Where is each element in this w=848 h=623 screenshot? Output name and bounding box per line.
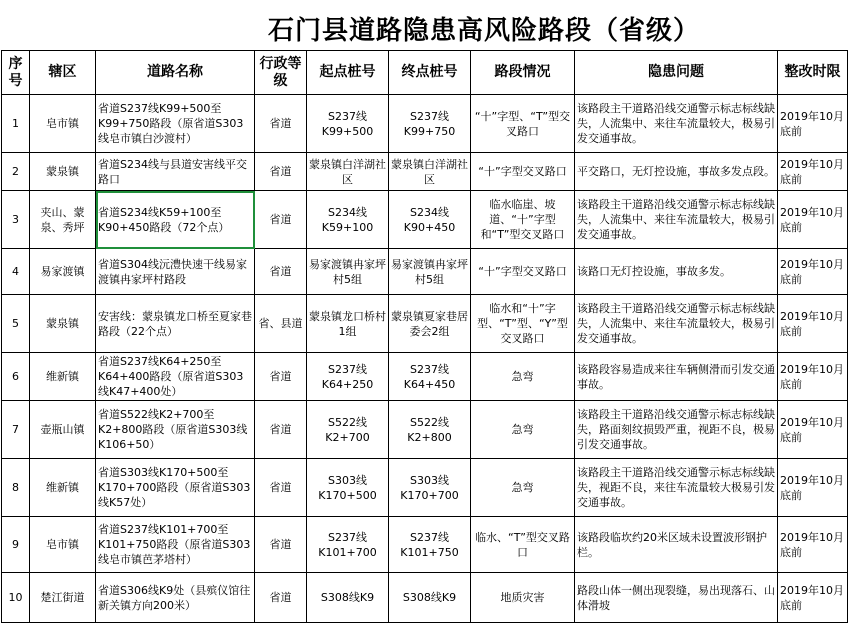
cell-district[interactable]: 皂市镇 [30, 517, 96, 573]
header-situation[interactable]: 路段情况 [471, 51, 575, 95]
cell-problem[interactable]: 该路段主干道路沿线交通警示标志标线缺失，视距不良，来往车流量较大极易引发交通事故。 [575, 459, 778, 517]
header-row [2, 51, 848, 95]
cell-problem[interactable]: 该路口无灯控设施，事故多发。 [575, 249, 778, 295]
table-row [2, 401, 848, 459]
cell-district[interactable]: 夹山、蒙泉、秀坪 [30, 191, 96, 249]
cell-start[interactable]: S234线K59+100 [307, 191, 389, 249]
cell-situation[interactable]: 急弯 [471, 459, 575, 517]
cell-road[interactable]: 省道S304线沅澧快速干线易家渡镇冉家坪村路段 [96, 249, 255, 295]
cell-start[interactable]: 蒙泉镇白洋湖社区 [307, 153, 389, 191]
table-row [2, 249, 848, 295]
cell-level[interactable]: 省道 [255, 517, 307, 573]
cell-no[interactable]: 10 [2, 573, 30, 623]
cell-district[interactable]: 维新镇 [30, 353, 96, 401]
table-row [2, 95, 848, 153]
cell-start[interactable]: S237线K99+500 [307, 95, 389, 153]
table-row [2, 459, 848, 517]
cell-deadline[interactable]: 2019年10月底前 [778, 353, 848, 401]
cell-end[interactable]: S234线K90+450 [389, 191, 471, 249]
cell-end[interactable]: S237线K101+750 [389, 517, 471, 573]
cell-level[interactable]: 省道 [255, 95, 307, 153]
cell-road[interactable]: 省道S234线与县道安害线平交路口 [96, 153, 255, 191]
cell-situation[interactable]: “十”字型、“T”型交叉路口 [471, 95, 575, 153]
cell-district[interactable]: 蒙泉镇 [30, 153, 96, 191]
cell-district[interactable]: 蒙泉镇 [30, 295, 96, 353]
header-deadline[interactable]: 整改时限 [778, 51, 848, 95]
cell-district[interactable]: 皂市镇 [30, 95, 96, 153]
table-row [2, 295, 848, 353]
cell-deadline[interactable]: 2019年10月底前 [778, 573, 848, 623]
cell-level[interactable]: 省道 [255, 153, 307, 191]
cell-end[interactable]: S237线K64+450 [389, 353, 471, 401]
cell-problem[interactable]: 路段山体一侧出现裂缝，易出现落石、山体滑坡 [575, 573, 778, 623]
cell-situation[interactable]: 临水和“十”字型、“T”型、“Y”型交叉路口 [471, 295, 575, 353]
cell-level[interactable]: 省、县道 [255, 295, 307, 353]
header-road[interactable]: 道路名称 [96, 51, 255, 95]
cell-road[interactable]: 省道S522线K2+700至K2+800路段（原省道S303线K106+50） [96, 401, 255, 459]
cell-problem[interactable]: 该路段主干道路沿线交通警示标志标线缺失，人流集中、来往车流量较大，极易引发交通事故。 [575, 95, 778, 153]
cell-district[interactable]: 楚江街道 [30, 573, 96, 623]
cell-end[interactable]: 易家渡镇冉家坪村5组 [389, 249, 471, 295]
table-row [2, 517, 848, 573]
cell-no[interactable]: 3 [2, 191, 30, 249]
cell-road[interactable]: 省道S237线K64+250至K64+400路段（原省道S303线K47+400处） [96, 353, 255, 401]
header-level[interactable]: 行政等级 [255, 51, 307, 95]
header-end[interactable]: 终点桩号 [389, 51, 471, 95]
cell-level[interactable]: 省道 [255, 401, 307, 459]
cell-road[interactable]: 省道S303线K170+500至K170+700路段（原省道S303线K57处） [96, 459, 255, 517]
cell-end[interactable]: S522线K2+800 [389, 401, 471, 459]
cell-district[interactable]: 壶瓶山镇 [30, 401, 96, 459]
cell-no[interactable]: 9 [2, 517, 30, 573]
title-bar [0, 0, 848, 50]
cell-level[interactable]: 省道 [255, 191, 307, 249]
cell-end[interactable]: S308线K9 [389, 573, 471, 623]
cell-level[interactable]: 省道 [255, 459, 307, 517]
cell-no[interactable]: 4 [2, 249, 30, 295]
cell-deadline[interactable]: 2019年10月底前 [778, 153, 848, 191]
cell-level[interactable]: 省道 [255, 249, 307, 295]
cell-deadline[interactable]: 2019年10月底前 [778, 517, 848, 573]
cell-start[interactable]: S303线K170+500 [307, 459, 389, 517]
cell-problem[interactable]: 该路段主干道路沿线交通警示标志标线缺失，人流集中、来往车流量较大，极易引发交通事故。 [575, 295, 778, 353]
cell-start[interactable]: S237线K101+700 [307, 517, 389, 573]
cell-road[interactable]: 省道S237线K99+500至K99+750路段（原省道S303线皂市镇白沙渡村） [96, 95, 255, 153]
cell-deadline[interactable]: 2019年10月底前 [778, 95, 848, 153]
cell-deadline[interactable]: 2019年10月底前 [778, 249, 848, 295]
cell-end[interactable]: S237线K99+750 [389, 95, 471, 153]
cell-problem[interactable]: 该路段容易造成来往车辆侧滑而引发交通事故。 [575, 353, 778, 401]
cell-problem[interactable]: 该路段临坎约20米区域未设置波形钢护栏。 [575, 517, 778, 573]
header-problem[interactable]: 隐患问题 [575, 51, 778, 95]
cell-situation[interactable]: “十”字型交叉路口 [471, 249, 575, 295]
table-row [2, 153, 848, 191]
cell-situation[interactable]: “十”字型交叉路口 [471, 153, 575, 191]
cell-level[interactable]: 省道 [255, 353, 307, 401]
cell-end[interactable]: 蒙泉镇白洋湖社区 [389, 153, 471, 191]
cell-start[interactable]: 易家渡镇冉家坪村5组 [307, 249, 389, 295]
cell-road[interactable]: 省道S237线K101+700至K101+750路段（原省道S303线皂市镇芭茅塔村） [96, 517, 255, 573]
cell-start[interactable]: S522线K2+700 [307, 401, 389, 459]
cell-problem[interactable]: 该路段主干道路沿线交通警示标志标线缺失，路面刻纹损毁严重，视距不良，极易引发交通事故。 [575, 401, 778, 459]
cell-road-selected[interactable]: 省道S234线K59+100至K90+450路段（72个点） [96, 191, 255, 249]
cell-start[interactable]: 蒙泉镇龙口桥村1组 [307, 295, 389, 353]
cell-deadline[interactable]: 2019年10月底前 [778, 401, 848, 459]
cell-no[interactable]: 1 [2, 95, 30, 153]
table-row [2, 573, 848, 623]
cell-deadline[interactable]: 2019年10月底前 [778, 191, 848, 249]
cell-no[interactable]: 8 [2, 459, 30, 517]
cell-start[interactable]: S237线K64+250 [307, 353, 389, 401]
cell-situation[interactable]: 急弯 [471, 401, 575, 459]
header-district[interactable]: 辖区 [30, 51, 96, 95]
cell-situation[interactable]: 临水临崖、坡道、“十”字型和“T”型交叉路口 [471, 191, 575, 249]
cell-road[interactable]: 省道S306线K9处（县殡仪馆往新关镇方向200米） [96, 573, 255, 623]
cell-deadline[interactable]: 2019年10月底前 [778, 459, 848, 517]
cell-problem[interactable]: 该路段主干道路沿线交通警示标志标线缺失，人流集中、来往车流量较大，极易引发交通事故。 [575, 191, 778, 249]
cell-situation[interactable]: 地质灾害 [471, 573, 575, 623]
cell-road[interactable]: 安害线：蒙泉镇龙口桥至夏家巷路段（22个点） [96, 295, 255, 353]
cell-start[interactable]: S308线K9 [307, 573, 389, 623]
cell-end[interactable]: 蒙泉镇夏家巷居委会2组 [389, 295, 471, 353]
cell-deadline[interactable]: 2019年10月底前 [778, 295, 848, 353]
hazard-road-table [1, 50, 848, 623]
header-no[interactable]: 序号 [2, 51, 30, 95]
cell-district[interactable]: 易家渡镇 [30, 249, 96, 295]
cell-no[interactable]: 7 [2, 401, 30, 459]
cell-situation[interactable]: 临水、“T”型交叉路口 [471, 517, 575, 573]
header-start[interactable]: 起点桩号 [307, 51, 389, 95]
cell-district[interactable]: 维新镇 [30, 459, 96, 517]
page-title: 石门县道路隐患高风险路段（省级） [268, 16, 701, 46]
cell-situation[interactable]: 急弯 [471, 353, 575, 401]
table-row [2, 191, 848, 249]
cell-no[interactable]: 6 [2, 353, 30, 401]
cell-no[interactable]: 5 [2, 295, 30, 353]
cell-end[interactable]: S303线K170+700 [389, 459, 471, 517]
cell-no[interactable]: 2 [2, 153, 30, 191]
cell-level[interactable]: 省道 [255, 573, 307, 623]
cell-problem[interactable]: 平交路口，无灯控设施，事故多发点段。 [575, 153, 778, 191]
table-row [2, 353, 848, 401]
